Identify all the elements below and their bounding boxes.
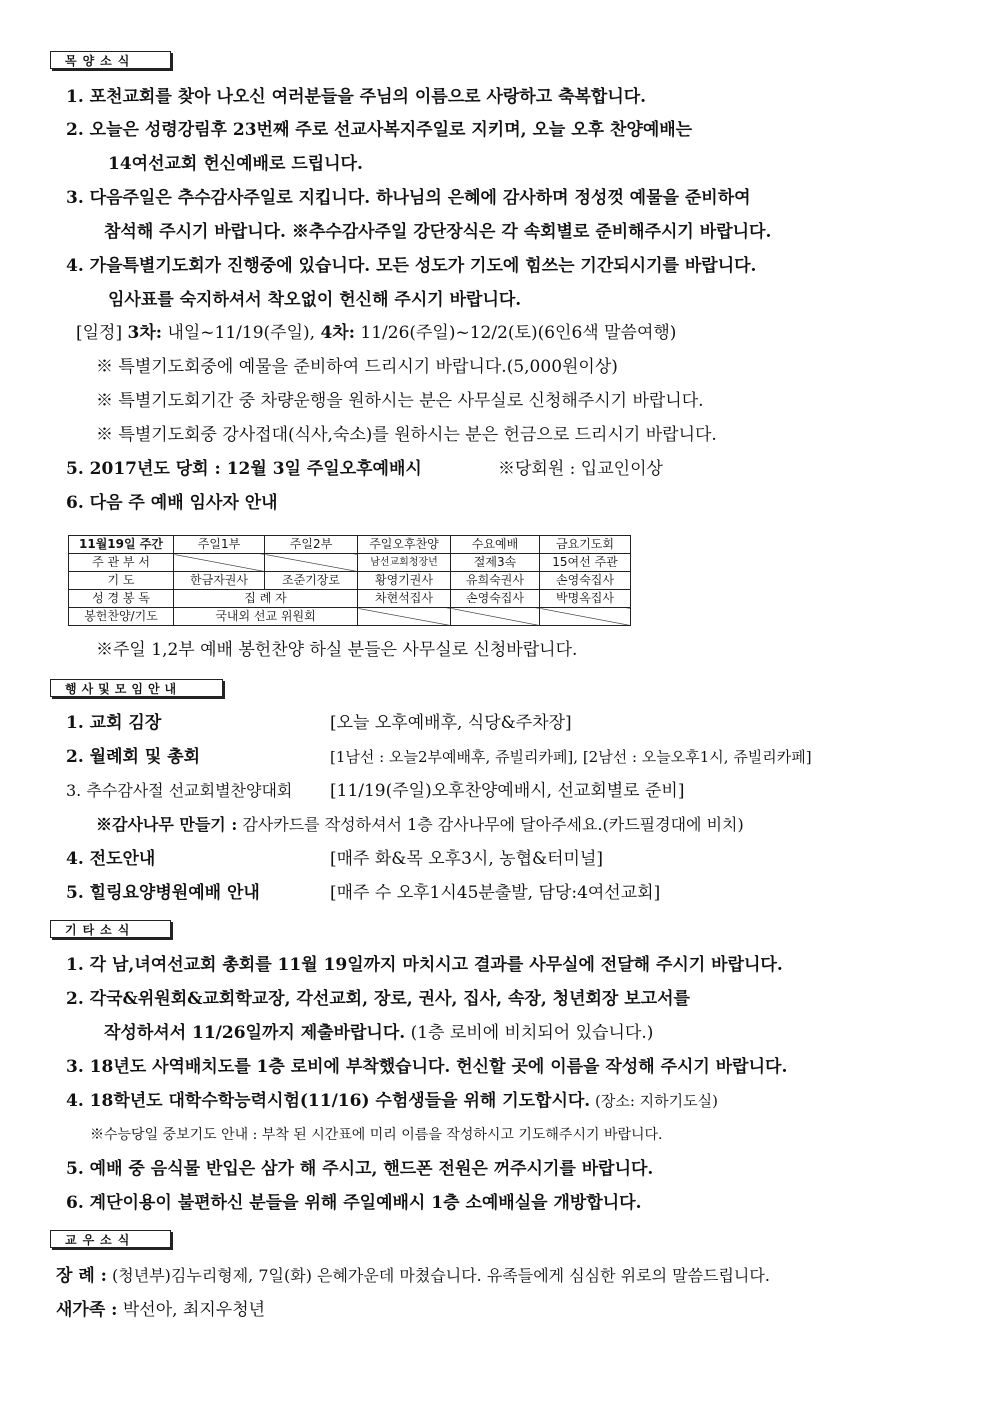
section-header-events: 행사및모임안내: [50, 679, 223, 697]
table-cell: 주일오후찬양: [358, 536, 451, 554]
other-item-2b-text: 작성하셔서 11/26일까지 제출바랍니다.: [104, 1023, 406, 1043]
table-cell: 차현석집사: [358, 590, 451, 608]
worship-schedule-table: [68, 535, 631, 626]
other-item-2b-note: (1층 로비에 비치되어 있습니다.): [405, 1023, 654, 1043]
table-cell: 15여선 주관: [540, 554, 631, 572]
table-row: [69, 608, 631, 626]
pastoral-item-5: 5. 2017년도 당회 : 12월 3일 주일오후예배시: [66, 459, 422, 479]
event-3-detail: [11/19(주일)오후찬양예배시, 선교회별로 준비]: [330, 781, 685, 801]
table-cell: 11월19일 주간: [69, 536, 174, 554]
section-header-other: 기타소식: [50, 920, 171, 938]
pastoral-note-3: ※ 특별기도회중 강사접대(식사,숙소)를 원하시는 분은 헌금으로 드리시기 바랍니다.: [96, 425, 717, 445]
section-header-members: 교우소식: [50, 1230, 171, 1248]
event-2-title: 2. 월례회 및 총회: [66, 747, 201, 767]
table-cell: 절제3속: [451, 554, 540, 572]
table-cell: 손영숙집사: [540, 572, 631, 590]
new-family-label: 새가족 :: [56, 1300, 118, 1320]
pastoral-item-2a: 2. 오늘은 성령강림후 23번째 주로 선교사복지주일로 지키며, 오늘 오후 찬양예배는: [66, 120, 693, 140]
other-item-4: [66, 1089, 718, 1113]
new-family-notice: [56, 1298, 265, 1322]
pastoral-item-4b: 임사표를 숙지하셔서 착오없이 헌신해 주시기 바랍니다.: [108, 290, 522, 310]
event-3-note-text: 감사카드를 작성하셔서 1층 감사나무에 달아주세요.(카드필경대에 비치): [237, 815, 744, 834]
table-cell: 수요예배: [451, 536, 540, 554]
event-1-title: 1. 교회 김장: [66, 713, 162, 733]
other-item-4-text: 4. 18학년도 대학수학능력시험(11/16) 수험생들을 위해 기도합시다.: [66, 1091, 591, 1111]
other-item-4-note: ※수능당일 중보기도 안내 : 부착 된 시간표에 미리 이름을 작성하시고 기도해주시기 바랍니다.: [90, 1127, 663, 1143]
table-cell: 금요기도회: [540, 536, 631, 554]
table-row: [69, 572, 631, 590]
table-cell: 주일2부: [265, 536, 358, 554]
table-cell: 주 관 부 서: [69, 554, 174, 572]
pastoral-item-2b: 14여선교회 헌신예배로 드립니다.: [108, 154, 363, 174]
other-item-1: 1. 각 남,녀여선교회 총회를 11월 19일까지 마치시고 결과를 사무실에 전달해 주시기 바랍니다.: [66, 955, 783, 975]
table-cell: 유희숙권사: [451, 572, 540, 590]
pastoral-schedule: [76, 321, 676, 345]
table-cell: 성 경 봉 독: [69, 590, 174, 608]
other-item-5: 5. 예배 중 음식물 반입은 삼가 해 주시고, 핸드폰 전원은 꺼주시기를 바랍니다.: [66, 1159, 654, 1179]
table-row: [69, 590, 631, 608]
event-3-title: 3. 추수감사절 선교회별찬양대회: [66, 781, 293, 800]
table-cell: 황영기권사: [358, 572, 451, 590]
event-4-detail: [매주 화&목 오후3시, 농협&터미널]: [330, 849, 604, 869]
schedule-3-text: 내일~11/19(주일),: [162, 323, 321, 343]
table-cell: 봉헌찬양/기도: [69, 608, 174, 626]
table-cell-empty: [451, 608, 540, 626]
event-1-detail: [오늘 오후예배후, 식당&주차장]: [330, 713, 572, 733]
other-item-2a: 2. 각국&위원회&교회학교장, 각선교회, 장로, 권사, 집사, 속장, 청년회장 보고서를: [66, 989, 690, 1009]
table-cell: 손영숙집사: [451, 590, 540, 608]
new-family-text: 박선아, 최지우청년: [117, 1300, 266, 1320]
table-row: [69, 536, 631, 554]
pastoral-note-1: ※ 특별기도회중에 예물을 준비하여 드리시기 바랍니다.(5,000원이상): [96, 357, 618, 377]
table-cell-empty: [174, 554, 265, 572]
other-item-2b: [104, 1021, 653, 1045]
funeral-notice: [56, 1264, 770, 1288]
event-2-detail: [1남선 : 오늘2부예배후, 쥬빌리카페], [2남선 : 오늘오후1시, 쥬빌리카페]: [330, 748, 812, 766]
schedule-4-text: 11/26(주일)~12/2(토)(6인6색 말씀여행): [354, 323, 677, 343]
schedule-4-label: 4차:: [320, 323, 355, 343]
table-cell: 박명옥집사: [540, 590, 631, 608]
pastoral-item-3a: 3. 다음주일은 추수감사주일로 지킵니다. 하나님의 은혜에 감사하며 정성껏 예물을 준비하여: [66, 188, 751, 208]
pastoral-item-5-note: ※당회원 : 입교인이상: [498, 459, 663, 479]
event-5-detail: [매주 수 오후1시45분출발, 담당:4여선교회]: [330, 883, 661, 903]
pastoral-item-1: 1. 포천교회를 찾아 나오신 여러분들을 주님의 이름으로 사랑하고 축복합니다.: [66, 87, 647, 107]
other-item-6: 6. 계단이용이 불편하신 분들을 위해 주일예배시 1층 소예배실을 개방합니다.: [66, 1193, 642, 1213]
table-cell: 집 례 자: [174, 590, 358, 608]
event-5-title: 5. 힐링요양병원예배 안내: [66, 883, 260, 903]
table-cell-empty: [358, 608, 451, 626]
schedule-prefix: [일정]: [76, 323, 128, 343]
table-row: [69, 554, 631, 572]
pastoral-note-2: ※ 특별기도회기간 중 차량운행을 원하시는 분은 사무실로 신청해주시기 바랍니다.: [96, 391, 704, 411]
table-cell: 조준기장로: [265, 572, 358, 590]
pastoral-item-4a: 4. 가을특별기도회가 진행중에 있습니다. 모든 성도가 기도에 힘쓰는 기간되시기를 바랍니다.: [66, 256, 757, 276]
pastoral-item-6: 6. 다음 주 예배 임사자 안내: [66, 493, 278, 513]
other-item-3: 3. 18년도 사역배치도를 1층 로비에 부착했습니다. 헌신할 곳에 이름을 작성해 주시기 바랍니다.: [66, 1057, 788, 1077]
table-cell-empty: [265, 554, 358, 572]
other-item-4-place: (장소: 지하기도실): [590, 1092, 718, 1110]
event-3-note: [96, 813, 744, 837]
funeral-text: (청년부)김누리형제, 7일(화) 은혜가운데 마쳤습니다. 유족들에게 심심한 위로의 말씀드립니다.: [106, 1266, 770, 1285]
table-cell: 국내외 선교 위원회: [174, 608, 358, 626]
table-cell: 주일1부: [174, 536, 265, 554]
table-cell: 기 도: [69, 572, 174, 590]
funeral-label: 장 례 :: [56, 1266, 107, 1286]
table-note: ※주일 1,2부 예배 봉헌찬양 하실 분들은 사무실로 신청바랍니다.: [96, 640, 578, 660]
table-cell-empty: [540, 608, 631, 626]
table-cell: 한금자권사: [174, 572, 265, 590]
schedule-3-label: 3차:: [127, 323, 163, 343]
pastoral-item-3b: 참석해 주시기 바랍니다. ※추수감사주일 강단장식은 각 속회별로 준비해주시기 바랍니다.: [104, 222, 772, 242]
event-4-title: 4. 전도안내: [66, 849, 156, 869]
section-header-pastoral: 목양소식: [50, 51, 171, 69]
event-3-note-label: ※감사나무 만들기 :: [96, 815, 238, 834]
table-cell: 남선교회청장년: [358, 554, 451, 572]
